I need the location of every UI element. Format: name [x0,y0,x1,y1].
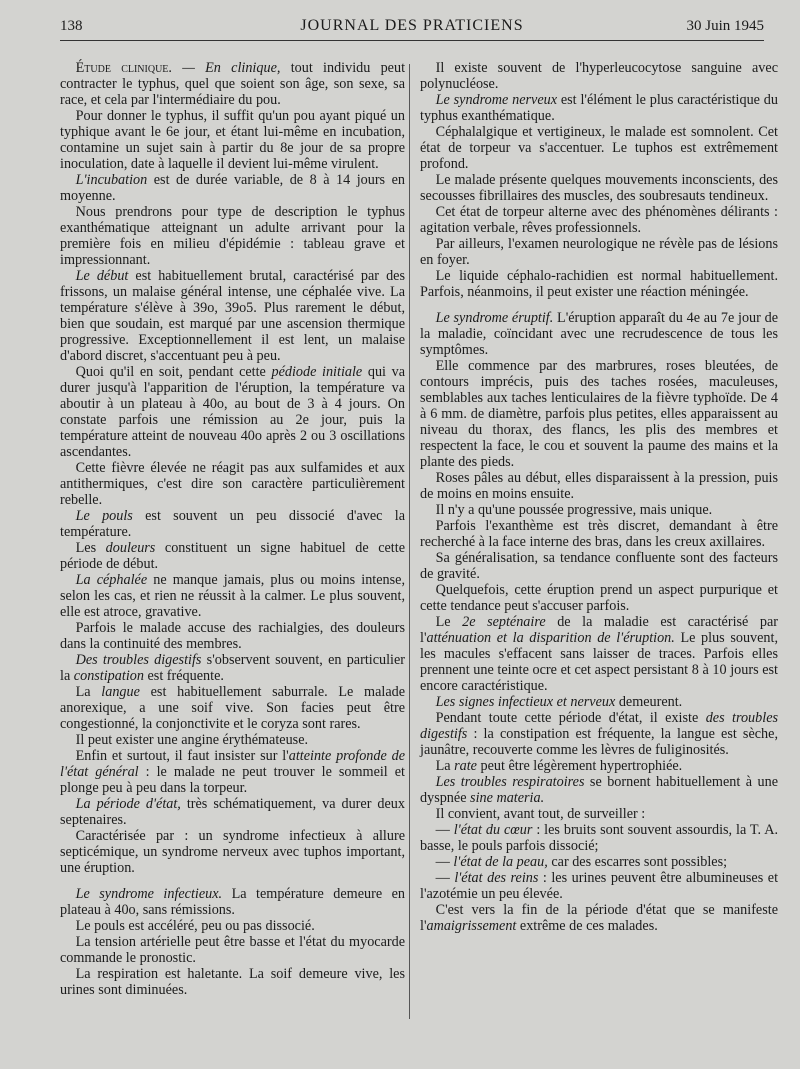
column-divider [409,64,410,1019]
paragraph: Sa généralisation, sa tendance confluente sont des facteurs de gravité. [420,550,778,582]
paragraph: La respiration est haletante. La soif demeure vive, les urines sont diminuées. [60,966,405,998]
paragraph: Les signes infectieux et nerveux demeurent. [435,694,683,710]
paragraph: Il existe souvent de l'hyperleucocytose sanguine avec polynucléose. [420,60,778,92]
paragraph: Cet état de torpeur alterne avec des phénomènes délirants : agitation verbale, rêves professionnels. [420,204,778,236]
paragraph: Pour donner le typhus, il suffit qu'un pou ayant piqué un typhique avant le 6e jour, et étant lui-même en incubation, contamine un sujet sain à partir du 8e jour de sa propre inoculation, date à laquelle il devient lui-même virulent. [60,108,405,172]
paragraph: Nous prendrons pour type de description le typhus exanthématique atteignant un adulte arrivant pour la première fois en milieu d'épidémie : tableau grave et impressionnant. [60,204,405,268]
paragraph: Roses pâles au début, elles disparaissent à la pression, puis de moins en moins ensuite. [420,470,778,502]
paragraph: Les troubles respiratoires se bornent habituellement à une dyspnée sine materia. [420,774,778,806]
paragraph: Le malade présente quelques mouvements inconscients, des secousses fibrillaires des muscles, des soubresauts tendineux. [420,172,778,204]
paragraph: Le syndrome éruptif. L'éruption apparaît du 4e au 7e jour de la maladie, coïncidant avec une recrudescence de tous les symptômes. [420,310,779,358]
page-header [60,12,764,41]
paragraph: Le pouls est souvent un peu dissocié d'avec la température. [60,508,406,540]
paragraph: Quoi qu'il en soit, pendant cette pédiode initiale qui va durer jusqu'à l'apparition de l'éruption, la température va aboutir à un plateau à 40o, au bout de 3 à 4 jours. On constate parfois une rémission au 2e jour, puis la température atteint de nouveau 40o après 2 ou 3 oscillations ascendantes. [60,364,405,460]
paragraph: Le pouls est accéléré, peu ou pas dissocié. [75,918,315,934]
paragraph: Enfin et surtout, il faut insister sur l'atteinte profonde de l'état général : le malade ne peut trouver le sommeil et plonge peu à peu dans la torpeur. [60,748,405,796]
paragraph: La langue est habituellement saburrale. Le malade anorexique, a une soif vive. Son facies peut être congestionné, la conjonctivite et le coryza sont rares. [60,684,406,732]
issue-date: 30 Juin 1945 [686,18,764,34]
paragraph: L'incubation est de durée variable, de 8 à 14 jours en moyenne. [60,172,405,204]
paragraph: Caractérisée par : un syndrome infectieux à allure septicémique, un syndrome nerveux avec tuphos important, une éruption. [60,828,405,876]
paragraph: Parfois l'exanthème est très discret, demandant à être recherché à la face interne des bras, dans les creux axillaires. [420,518,778,550]
right-column [420,60,778,934]
paragraph: — l'état de la peau, car des escarres sont possibles; [435,854,728,870]
page-number: 138 [60,18,83,34]
paragraph: — l'état des reins : les urines peuvent être albumineuses et l'azotémie un peu élevée. [420,870,779,902]
paragraph: Par ailleurs, l'examen neurologique ne révèle pas de lésions en foyer. [420,236,778,268]
paragraph: Il peut exister une angine érythémateuse. [75,732,309,748]
paragraph: Étude clinique. — En clinique, tout individu peut contracter le typhus, quel que soient son âge, son sexe, sa race, et cela par l'intermédiaire du pou. [60,60,406,108]
paragraph: — l'état du cœur : les bruits sont souvent assourdis, la T. A. basse, le pouls parfois dissocié; [420,822,778,854]
paragraph: Parfois le malade accuse des rachialgies, des douleurs dans la continuité des membres. [60,620,405,652]
left-column [60,60,405,998]
paragraph: Le liquide céphalo-rachidien est normal habituellement. Parfois, néanmoins, il peut exister une réaction méningée. [420,268,778,300]
paragraph: La rate peut être légèrement hypertrophiée. [435,758,683,774]
paragraph: Le début est habituellement brutal, caractérisé par des frissons, un malaise général intense, une céphalée vive. La température s'élève à 39o, 39o5. Plus rarement le début, bien que soudain, est marqué par une ascension thermique progressive. Exceptionnellement il est lent, un malaise d'abord discret, s'accentuant peu à peu. [60,268,405,364]
paragraph: Le syndrome nerveux est l'élément le plus caractéristique du typhus exanthématique. [420,92,778,124]
paragraph: Le 2e septénaire de la maladie est caractérisé par l'atténuation et la disparition de l'éruption. Le plus souvent, les macules s'effacent sans laisser de traces. Parfois elles prennent une teinte ocre et cet aspect persistant 8 à 10 jours est encore caractéristique. [420,614,779,694]
paragraph: La période d'état, très schématiquement, va durer deux septenaires. [60,796,405,828]
paragraph: Il n'y a qu'une poussée progressive, mais unique. [435,502,713,518]
paragraph: Pendant toute cette période d'état, il existe des troubles digestifs : la constipation est fréquente, la langue est sèche, jaunâtre, recouverte comme les lèvres de fuliginosités. [420,710,779,758]
paragraph: La tension artérielle peut être basse et l'état du myocarde commande le pronostic. [60,934,405,966]
paragraph: Cette fièvre élevée ne réagit pas aux sulfamides et aux antithermiques, c'est dire son caractère particulièrement rebelle. [60,460,405,508]
paragraph: Les douleurs constituent un signe habituel de cette période de début. [60,540,405,572]
paragraph: Il convient, avant tout, de surveiller : [435,806,646,822]
paragraph: Le syndrome infectieux. La température demeure en plateau à 40o, sans rémissions. [60,886,406,918]
journal-title: JOURNAL DES PRATICIENS [300,17,524,34]
paragraph: Elle commence par des marbrures, roses bleutées, de contours imprécis, puis des taches rosées, maculeuses, semblables aux taches lenticulaires de la fièvre typhoïde. De 4 à 6 mm. de diamètre, parfois plus petites, elles apparaissent au niveau du thorax, des flancs, les plis des membres et respectent la face, le cou et souvent la paume des mains et la plante des pieds. [420,358,778,470]
paragraph: Des troubles digestifs s'observent souvent, en particulier la constipation est fréquente. [60,652,405,684]
paragraph: La céphalée ne manque jamais, plus ou moins intense, selon les cas, et rien ne réussit à la calmer. Le plus souvent, elle est atroce, gravative. [60,572,406,620]
paragraph: Céphalalgique et vertigineux, le malade est somnolent. Cet état de torpeur va s'accentuer. Le tuphos est extrêmement profond. [420,124,778,172]
paragraph: C'est vers la fin de la période d'état que se manifeste l'amaigrissement extrême de ces malades. [420,902,778,934]
paragraph: Quelquefois, cette éruption prend un aspect purpurique et cette tendance peut s'accuser parfois. [420,582,778,614]
